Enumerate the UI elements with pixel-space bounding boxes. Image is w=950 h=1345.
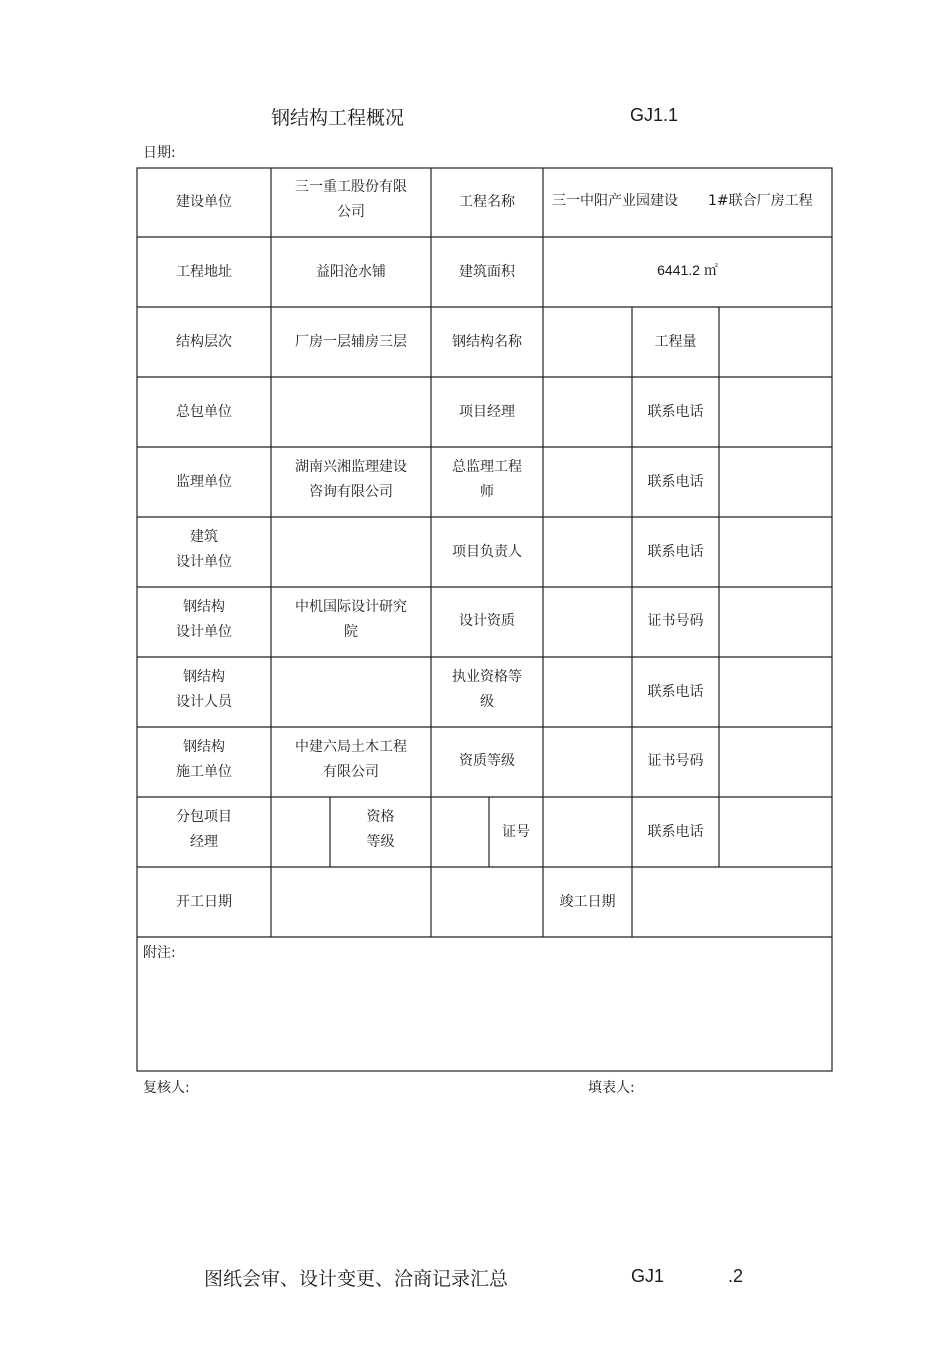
filler-label: 填表人: <box>588 1080 635 1096</box>
owner-unit-label: 建设单位 <box>176 194 232 210</box>
contact-phone-label: 联系电话 <box>647 403 704 420</box>
quantity-label: 工程量 <box>654 333 697 350</box>
architectural-design-unit-label: 建筑 设计单位 <box>176 529 232 570</box>
certificate-no-label: 证号 <box>502 823 530 840</box>
floor-area-value: 6441.2 ㎡ <box>657 261 718 278</box>
floor-area-label: 建筑面积 <box>459 263 515 280</box>
date-label: 日期: <box>143 145 176 161</box>
structure-levels-label: 结构层次 <box>176 333 232 350</box>
notes-label: 附注: <box>143 945 176 961</box>
contact-phone-label: 联系电话 <box>647 823 704 840</box>
steel-structure-name-label: 钢结构名称 <box>452 333 522 350</box>
subcontract-manager-label: 分包项目 经理 <box>176 809 232 850</box>
steel-construction-unit-value: 中建六局土木工程 有限公司 <box>295 739 407 780</box>
project-name-label: 工程名称 <box>459 194 515 210</box>
form-title: 钢结构工程概况 <box>271 107 405 129</box>
project-address-label: 工程地址 <box>176 263 232 280</box>
qualification-grade-label: 资质等级 <box>459 752 515 769</box>
project-leader-label: 项目负责人 <box>452 543 522 560</box>
next-section-title: 图纸会审、设计变更、洽商记录汇总 <box>204 1268 509 1290</box>
design-qualification-label: 设计资质 <box>459 612 515 629</box>
form-code: GJ1.1 <box>630 105 679 125</box>
supervision-unit-label: 监理单位 <box>176 473 232 490</box>
general-contractor-label: 总包单位 <box>176 403 232 420</box>
owner-unit-value: 三一重工股份有限 公司 <box>295 179 407 220</box>
steel-construction-unit-label: 钢结构 施工单位 <box>176 739 232 780</box>
project-name-value-a: 三一中阳产业园建设 <box>552 193 678 209</box>
structure-levels-value: 厂房一层辅房三层 <box>295 333 407 350</box>
chief-supervisor-label: 总监理工程 师 <box>452 459 522 500</box>
completion-date-label: 竣工日期 <box>559 893 616 910</box>
steel-design-unit-label: 钢结构 设计单位 <box>176 599 232 640</box>
start-date-label: 开工日期 <box>176 893 232 910</box>
steel-designer-label: 钢结构 设计人员 <box>176 669 232 710</box>
contact-phone-label: 联系电话 <box>647 543 704 560</box>
project-address-value: 益阳沧水铺 <box>316 263 386 280</box>
certificate-number-label: 证书号码 <box>647 612 704 629</box>
supervision-unit-value: 湖南兴湘监理建设 咨询有限公司 <box>295 459 407 500</box>
certificate-number-label: 证书号码 <box>647 752 704 769</box>
subcontract-qualification-label: 资格 等级 <box>366 809 395 850</box>
project-manager-label: 项目经理 <box>459 403 515 420</box>
contact-phone-label: 联系电话 <box>647 683 704 700</box>
next-section-code-b: .2 <box>728 1266 744 1286</box>
next-section-code-a: GJ1 <box>631 1266 665 1286</box>
steel-design-unit-value: 中机国际设计研究 院 <box>295 599 407 640</box>
reviewer-label: 复核人: <box>143 1080 190 1096</box>
practice-qualification-label: 执业资格等 级 <box>452 669 522 710</box>
project-name-value-b: 1#联合厂房工程 <box>708 193 813 209</box>
contact-phone-label: 联系电话 <box>647 473 704 490</box>
